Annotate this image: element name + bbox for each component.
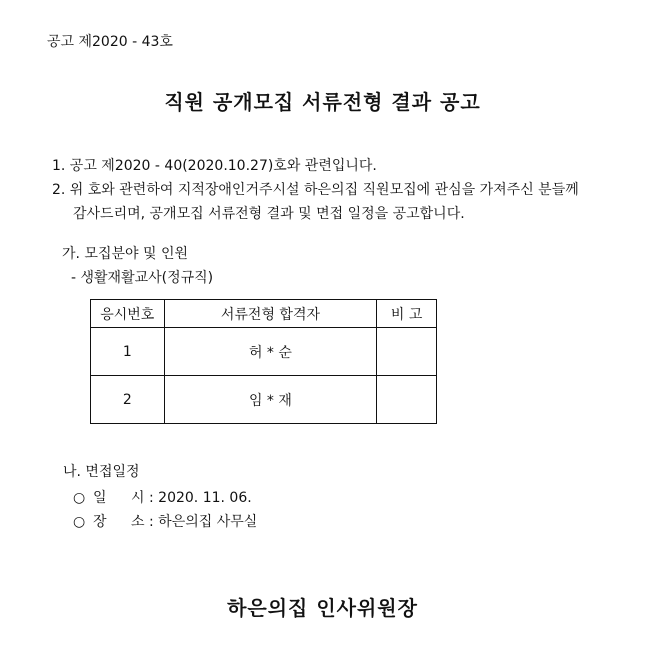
cell-applicant-name: 허 * 순 — [164, 328, 377, 376]
section-b-heading: 나. 면접일정 — [63, 464, 140, 480]
paragraph-2-line-1: 2. 위 호와 관련하여 지적장애인거주시설 하은의집 직원모집에 관심을 가져주신 분들께 — [52, 182, 579, 198]
cell-applicant-name: 임 * 재 — [164, 376, 377, 424]
notice-number: 공고 제2020 - 43호 — [47, 34, 173, 50]
cell-applicant-no: 2 — [91, 376, 165, 424]
page-title: 직원 공개모집 서류전형 결과 공고 — [164, 90, 481, 114]
place-label-char-1: 장 — [93, 514, 107, 530]
header-applicant-no: 응시번호 — [91, 300, 165, 328]
place-label — [93, 511, 149, 531]
date-label-char-2: 시 — [131, 490, 145, 506]
cell-applicant-no: 1 — [91, 328, 165, 376]
section-a-heading: 가. 모집분야 및 인원 — [62, 246, 188, 262]
schedule-date — [73, 487, 252, 507]
signature: 하은의집 인사위원장 — [227, 596, 418, 620]
table-row — [91, 376, 437, 424]
schedule-place — [73, 511, 257, 531]
cell-remarks — [377, 328, 437, 376]
date-label-char-1: 일 — [93, 490, 107, 506]
table-row — [91, 328, 437, 376]
section-a-sub: - 생활재활교사(정규직) — [71, 270, 214, 286]
place-value: : 하은의집 사무실 — [149, 514, 258, 530]
cell-remarks — [377, 376, 437, 424]
header-passed-applicant: 서류전형 합격자 — [164, 300, 377, 328]
paragraph-2-line-2: 감사드리며, 공개모집 서류전형 결과 및 면접 일정을 공고합니다. — [73, 206, 465, 222]
result-table — [90, 299, 437, 424]
date-label — [93, 487, 149, 507]
date-value: : 2020. 11. 06. — [149, 490, 252, 506]
paragraph-1: 1. 공고 제2020 - 40(2020.10.27)호와 관련입니다. — [52, 158, 377, 174]
circle-bullet-icon: ○ — [73, 514, 86, 530]
header-remarks: 비 고 — [377, 300, 437, 328]
table-header-row — [91, 300, 437, 328]
place-label-char-2: 소 — [131, 514, 145, 530]
circle-bullet-icon: ○ — [73, 490, 86, 506]
